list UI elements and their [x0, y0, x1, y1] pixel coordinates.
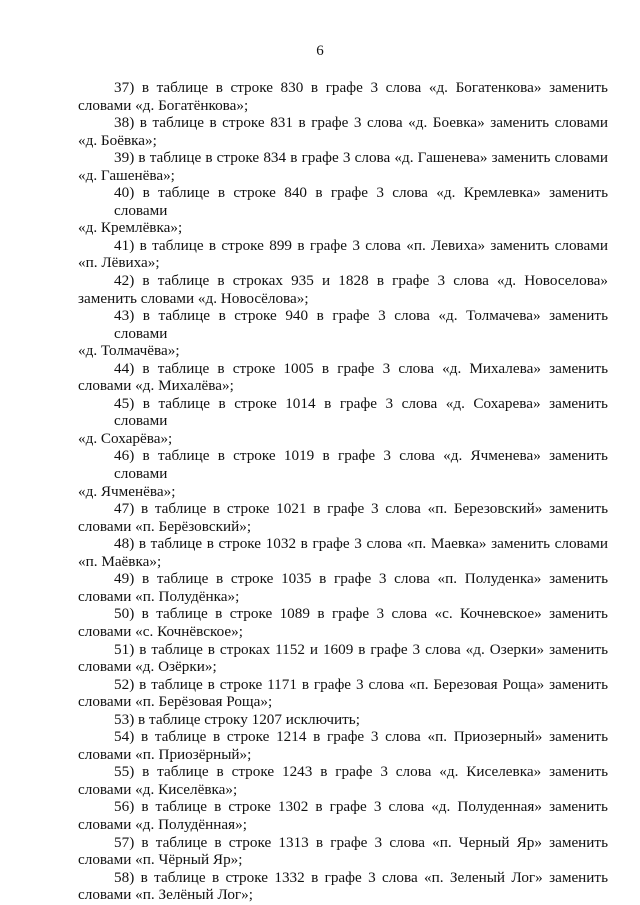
- item-line-1: 43) в таблице в строке 940 в графе 3 слова «д. Толмачева» заменить словами: [114, 307, 608, 342]
- item-line-2: «д. Боёвка»;: [78, 131, 157, 149]
- list-item: [78, 184, 608, 237]
- item-line-1: 41) в таблице в строке 899 в графе 3 слова «п. Левиха» заменить словами: [114, 236, 608, 254]
- item-line-1: 55) в таблице в строке 1243 в графе 3 слова «д. Киселевка» заменить: [114, 763, 608, 781]
- item-line-1: 46) в таблице в строке 1019 в графе 3 слова «д. Ячменева» заменить словами: [114, 447, 608, 483]
- item-line-2: «д. Сохарёва»;: [78, 429, 173, 447]
- list-item: [78, 114, 608, 149]
- item-line-1: 44) в таблице в строке 1005 в графе 3 слова «д. Михалева» заменить: [114, 359, 608, 377]
- item-line-1: 40) в таблице в строке 840 в графе 3 слова «д. Кремлевка» заменить словами: [114, 184, 608, 219]
- page-number: 6: [316, 43, 324, 59]
- list-item: [78, 360, 608, 395]
- item-line-1: 37) в таблице в строке 830 в графе 3 слова «д. Богатенкова» заменить: [114, 79, 608, 96]
- list-item: [78, 237, 608, 272]
- list-item: [78, 395, 608, 448]
- list-item: [78, 79, 608, 114]
- amendments-list: [78, 79, 608, 904]
- item-line-2: «д. Кремлёвка»;: [78, 219, 183, 237]
- item-line-1: 57) в таблице в строке 1313 в графе 3 слова «п. Черный Яр» заменить: [114, 833, 608, 851]
- item-line-1: 38) в таблице в строке 831 в графе 3 слова «д. Боевка» заменить словами: [114, 114, 608, 132]
- item-line-2: «п. Маёвка»;: [78, 552, 162, 570]
- list-item: [78, 676, 608, 711]
- item-line-2: «п. Лёвиха»;: [78, 254, 160, 272]
- list-item: [78, 307, 608, 360]
- item-line-2: словами «д. Полудённая»;: [78, 815, 247, 833]
- item-line-1: 53) в таблице строку 1207 исключить;: [114, 710, 360, 728]
- item-line-2: словами «п. Приозёрный»;: [78, 745, 252, 763]
- item-line-2: словами «п. Зелёный Лог»;: [78, 886, 253, 904]
- item-line-2: словами «с. Кочнёвское»;: [78, 622, 243, 640]
- list-item: [78, 500, 608, 535]
- item-line-2: словами «п. Чёрный Яр»;: [78, 851, 243, 869]
- item-line-1: 39) в таблице в строке 834 в графе 3 слова «д. Гашенева» заменить словами: [114, 149, 608, 167]
- list-item: [78, 272, 608, 307]
- item-line-1: 51) в таблице в строках 1152 и 1609 в графе 3 слова «д. Озерки» заменить: [114, 640, 608, 658]
- item-line-1: 42) в таблице в строках 935 и 1828 в графе 3 слова «д. Новоселова»: [114, 272, 608, 290]
- list-item: [78, 869, 608, 904]
- list-item: [78, 711, 608, 729]
- item-line-1: 47) в таблице в строке 1021 в графе 3 слова «п. Березовский» заменить: [114, 500, 608, 518]
- item-line-1: 45) в таблице в строке 1014 в графе 3 слова «д. Сохарева» заменить словами: [114, 394, 608, 430]
- item-line-2: словами «д. Киселёвка»;: [78, 780, 238, 798]
- list-item: [78, 535, 608, 570]
- item-line-1: 58) в таблице в строке 1332 в графе 3 слова «п. Зеленый Лог» заменить: [114, 868, 608, 886]
- item-line-1: 54) в таблице в строке 1214 в графе 3 слова «п. Приозерный» заменить: [114, 728, 608, 746]
- list-item: [78, 641, 608, 676]
- item-line-2: словами «п. Берёзовая Роща»;: [78, 693, 273, 711]
- list-item: [78, 149, 608, 184]
- item-line-2: заменить словами «д. Новосёлова»;: [78, 289, 309, 307]
- item-line-1: 52) в таблице в строке 1171 в графе 3 слова «п. Березовая Роща» заменить: [114, 675, 608, 693]
- list-item: [78, 728, 608, 763]
- item-line-2: «д. Гашенёва»;: [78, 166, 175, 184]
- list-item: [78, 798, 608, 833]
- item-line-2: словами «д. Озёрки»;: [78, 658, 217, 676]
- list-item: [78, 447, 608, 500]
- list-item: [78, 570, 608, 605]
- item-line-2: словами «д. Богатёнкова»;: [78, 96, 249, 114]
- item-line-2: словами «п. Берёзовский»;: [78, 517, 252, 535]
- item-line-2: «д. Толмачёва»;: [78, 342, 180, 360]
- item-line-1: 56) в таблице в строке 1302 в графе 3 слова «д. Полуденная» заменить: [114, 798, 608, 816]
- item-line-1: 48) в таблице в строке 1032 в графе 3 слова «п. Маевка» заменить словами: [114, 535, 608, 553]
- item-line-1: 49) в таблице в строке 1035 в графе 3 слова «п. Полуденка» заменить: [114, 570, 608, 588]
- list-item: [78, 834, 608, 869]
- item-line-2: словами «п. Полудёнка»;: [78, 587, 240, 605]
- item-line-2: «д. Ячменёва»;: [78, 482, 176, 500]
- item-line-1: 50) в таблице в строке 1089 в графе 3 слова «с. Кочневское» заменить: [114, 605, 608, 623]
- item-line-2: словами «д. Михалёва»;: [78, 377, 234, 395]
- list-item: [78, 605, 608, 640]
- list-item: [78, 763, 608, 798]
